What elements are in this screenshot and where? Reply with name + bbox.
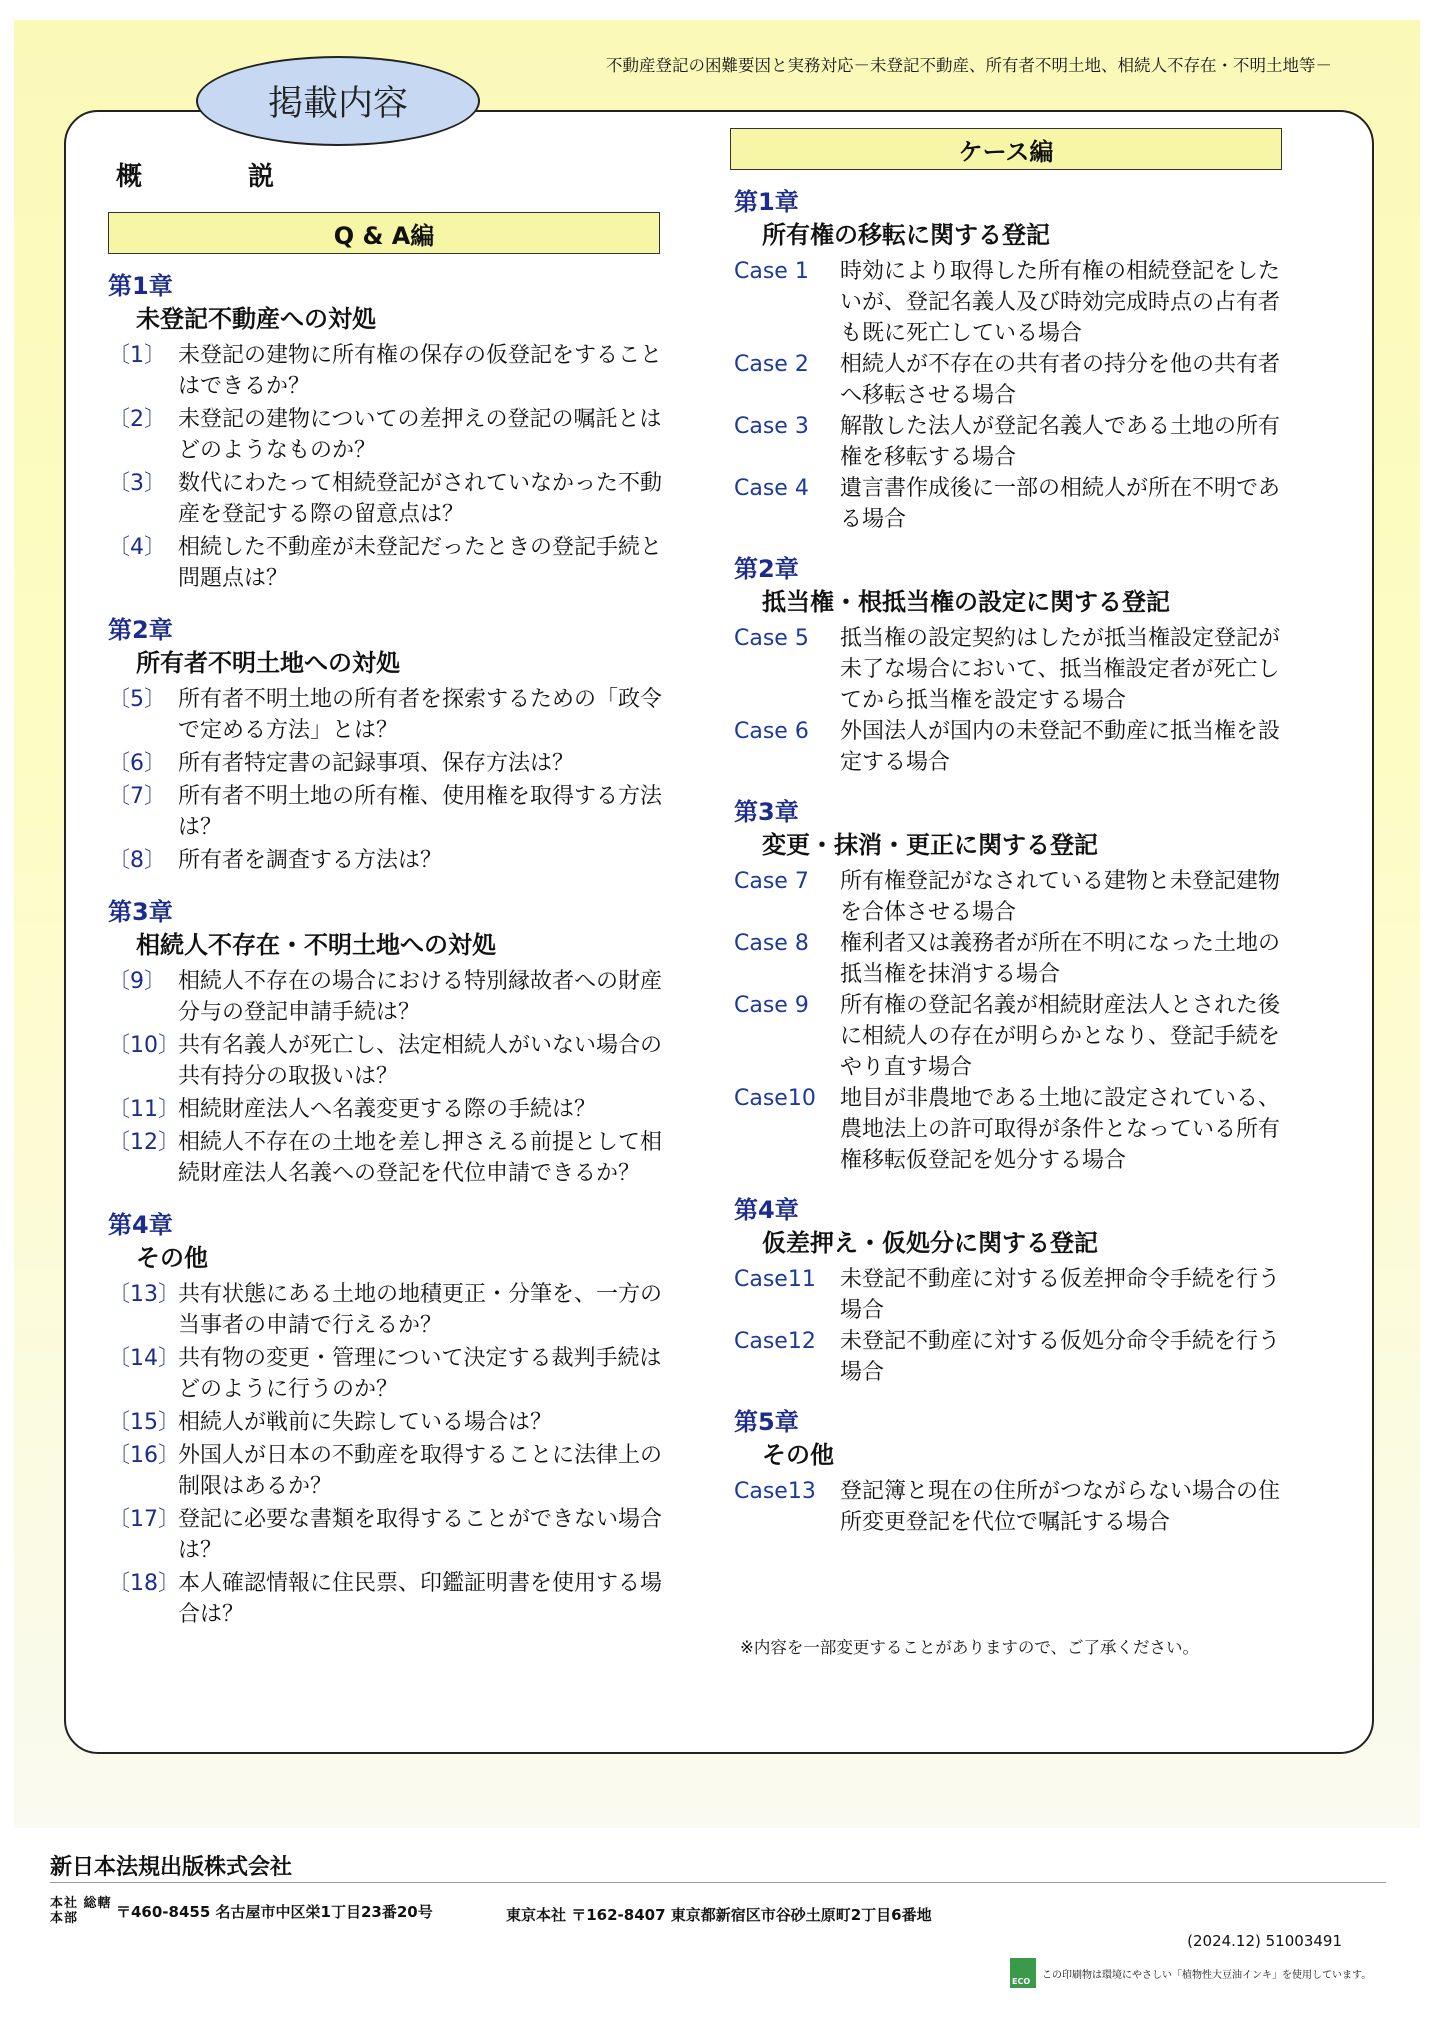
qa-item: [108, 1407, 668, 1438]
case-chapter-2: [734, 553, 1290, 778]
case-section-bar: [730, 128, 1282, 170]
qa-chapter-4: [108, 1209, 668, 1630]
qa-item: [108, 532, 668, 594]
chapter-label: 第2章: [734, 555, 799, 583]
case-chapter-4: [734, 1194, 1290, 1388]
eco-mark-text: ECO: [1012, 1977, 1031, 1986]
qa-item: [108, 966, 668, 1028]
qa-item: [108, 748, 668, 779]
qa-item-number: 〔4〕: [108, 535, 166, 560]
print-code: (2024.12) 51003491: [1187, 1932, 1342, 1950]
case-item: [734, 349, 1290, 411]
case-item: [734, 990, 1290, 1083]
eco-note-text: この印刷物は環境にやさしい「植物性大豆油インキ」を使用しています。: [1042, 1969, 1372, 1981]
qa-item: [108, 340, 668, 402]
publisher-name: 新日本法規出版株式会社: [50, 1855, 293, 1880]
case-text: 所有権の登記名義が相続財産法人とされた後に相続人の存在が明らかとなり、登記手続をやり直す場合: [840, 993, 1281, 1080]
case-item: [734, 1083, 1290, 1176]
qa-item-text: 所有者不明土地の所有者を探索するための「政令で定める方法」とは？: [178, 687, 663, 743]
qa-item: [108, 1440, 668, 1502]
qa-item-text: 本人確認情報に住民票、印鑑証明書を使用する場合は？: [178, 1571, 663, 1627]
qa-item: [108, 781, 668, 843]
case-item: [734, 928, 1290, 990]
chapter-label: 第4章: [108, 1211, 173, 1239]
qa-item-text: 所有者不明土地の所有権、使用権を取得する方法は？: [178, 784, 663, 840]
qa-item: [108, 845, 668, 876]
chapter-title: 所有者不明土地への対処: [136, 649, 400, 677]
case-chapter-1: [734, 186, 1290, 535]
case-text: 抵当権の設定契約はしたが抵当権設定登記が未了な場合において、抵当権設定者が死亡してから抵当権を設定する場合: [840, 626, 1281, 713]
case-number: Case 1: [734, 259, 809, 284]
qa-item-text: 外国人が日本の不動産を取得することに法律上の制限はあるか？: [178, 1443, 663, 1499]
qa-item-number: 〔2〕: [108, 407, 166, 432]
case-text: 地目が非農地である土地に設定されている、農地法上の許可取得が条件となっている所有権移転仮登記を処分する場合: [840, 1086, 1281, 1173]
case-section-heading: ケース編: [958, 137, 1054, 166]
chapter-title: 抵当権・根抵当権の設定に関する登記: [762, 588, 1170, 616]
case-text: 相続人が不存在の共有者の持分を他の共有者へ移転させる場合: [840, 352, 1281, 408]
case-text: 解散した法人が登記名義人である土地の所有権を移転する場合: [840, 414, 1281, 470]
chapter-label: 第1章: [734, 188, 799, 216]
qa-item-number: 〔16〕: [108, 1443, 180, 1468]
qa-item: [108, 1568, 668, 1630]
qa-item: [108, 1343, 668, 1405]
case-item: [734, 411, 1290, 473]
qa-item-number: 〔10〕: [108, 1033, 180, 1058]
chapter-label: 第3章: [108, 898, 173, 926]
chapter-title: 所有権の移転に関する登記: [762, 221, 1050, 249]
qa-item-text: 登記に必要な書類を取得することができない場合は？: [178, 1507, 663, 1563]
qa-item-text: 相続人不存在の土地を差し押さえる前提として相続財産法人名義への登記を代位申請できるか？: [178, 1130, 663, 1186]
case-text: 未登記不動産に対する仮処分命令手続を行う場合: [840, 1329, 1281, 1385]
case-number: Case 5: [734, 626, 809, 651]
qa-item-number: 〔15〕: [108, 1410, 180, 1435]
case-number: Case 7: [734, 869, 809, 894]
qa-item-text: 共有状態にある土地の地積更正・分筆を、一方の当事者の申請で行えるか？: [178, 1282, 663, 1338]
eco-notice: [1010, 1958, 1371, 1988]
qa-item-number: 〔7〕: [108, 784, 166, 809]
qa-item: [108, 1279, 668, 1341]
qa-item-text: 相続人が戦前に失踪している場合は？: [178, 1410, 553, 1435]
qa-item: [108, 1127, 668, 1189]
hq-label: 本社 総轄本部: [50, 1896, 112, 1926]
case-number: Case10: [734, 1086, 816, 1111]
chapter-label: 第4章: [734, 1196, 799, 1224]
case-text: 所有権登記がなされている建物と未登記建物を合体させる場合: [840, 869, 1281, 925]
case-item: [734, 623, 1290, 716]
qa-item-number: 〔3〕: [108, 471, 166, 496]
chapter-title: その他: [762, 1441, 834, 1469]
qa-chapter-2: [108, 614, 668, 876]
qa-item: [108, 404, 668, 466]
case-text: 外国法人が国内の未登記不動産に抵当権を設定する場合: [840, 719, 1281, 775]
qa-item-number: 〔18〕: [108, 1571, 180, 1596]
qa-item-text: 相続財産法人へ名義変更する際の手続は？: [178, 1097, 597, 1122]
qa-item-number: 〔13〕: [108, 1282, 180, 1307]
qa-item-number: 〔1〕: [108, 343, 166, 368]
qa-item-number: 〔6〕: [108, 751, 166, 776]
case-item: [734, 1326, 1290, 1388]
case-text: 遺言書作成後に一部の相続人が所在不明である場合: [840, 476, 1281, 532]
qa-item-number: 〔8〕: [108, 848, 166, 873]
qa-item-number: 〔17〕: [108, 1507, 180, 1532]
case-text: 未登記不動産に対する仮差押命令手続を行う場合: [840, 1267, 1281, 1323]
case-item: [734, 1476, 1290, 1538]
case-text: 登記簿と現在の住所がつながらない場合の住所変更登記を代位で嘱託する場合: [840, 1479, 1281, 1535]
qa-item-text: 数代にわたって相続登記がされていなかった不動産を登記する際の留意点は？: [178, 471, 663, 527]
eco-leaf-icon: [1010, 1958, 1036, 1988]
qa-item-number: 〔12〕: [108, 1130, 180, 1155]
qa-item-text: 所有者を調査する方法は？: [178, 848, 443, 873]
case-column: [734, 186, 1290, 1538]
qa-item-number: 〔9〕: [108, 969, 166, 994]
contents-badge: 掲載内容: [196, 56, 480, 146]
chapter-title: その他: [136, 1244, 208, 1272]
qa-item: [108, 684, 668, 746]
qa-section-bar: [108, 212, 660, 254]
chapter-title: 仮差押え・仮処分に関する登記: [762, 1229, 1098, 1257]
qa-item-text: 未登記の建物に所有権の保存の仮登記をすることはできるか？: [178, 343, 663, 399]
qa-chapter-3: [108, 896, 668, 1189]
overview-label: 概 説: [116, 162, 315, 192]
change-notice: ※内容を一部変更することがありますので、ご了承ください。: [740, 1638, 1199, 1657]
qa-item-text: 所有者特定書の記録事項、保存方法は？: [178, 751, 575, 776]
case-item: [734, 866, 1290, 928]
qa-item-text: 相続した不動産が未登記だったときの登記手続と問題点は？: [178, 535, 663, 591]
case-item: [734, 1264, 1290, 1326]
chapter-label: 第5章: [734, 1408, 799, 1436]
hq-address-block: [50, 1896, 433, 1926]
qa-item-text: 未登記の建物についての差押えの登記の嘱託とはどのようなものか？: [178, 407, 662, 463]
case-item: [734, 473, 1290, 535]
qa-item-number: 〔14〕: [108, 1346, 180, 1371]
case-number: Case 9: [734, 993, 809, 1018]
chapter-title: 相続人不存在・不明土地への対処: [136, 931, 496, 959]
case-number: Case 4: [734, 476, 809, 501]
case-number: Case11: [734, 1267, 816, 1292]
chapter-label: 第2章: [108, 616, 173, 644]
case-text: 時効により取得した所有権の相続登記をしたいが、登記名義人及び時効完成時点の占有者も既に死亡している場合: [840, 259, 1281, 346]
qa-item: [108, 1504, 668, 1566]
chapter-title: 変更・抹消・更正に関する登記: [762, 831, 1098, 859]
header-title: 不動産登記の困難要因と実務対応－未登記不動産、所有者不明土地、相続人不存在・不明土地等－: [606, 56, 1332, 75]
chapter-label: 第3章: [734, 798, 799, 826]
case-number: Case 2: [734, 352, 809, 377]
qa-item-number: 〔11〕: [108, 1097, 180, 1122]
case-text: 権利者又は義務者が所在不明になった土地の抵当権を抹消する場合: [840, 931, 1281, 987]
case-item: [734, 256, 1290, 349]
chapter-label: 第1章: [108, 272, 173, 300]
qa-chapter-1: [108, 270, 668, 594]
chapter-title: 未登記不動産への対処: [136, 305, 376, 333]
qa-item: [108, 1030, 668, 1092]
qa-item-text: 共有物の変更・管理について決定する裁判手続はどのように行うのか？: [178, 1346, 662, 1402]
case-number: Case 8: [734, 931, 809, 956]
case-chapter-3: [734, 796, 1290, 1176]
case-number: Case 6: [734, 719, 809, 744]
qa-item-number: 〔5〕: [108, 687, 166, 712]
case-number: Case 3: [734, 414, 809, 439]
qa-column: [108, 270, 668, 1630]
qa-section-heading: Q & A編: [333, 221, 435, 250]
case-chapter-5: [734, 1406, 1290, 1538]
qa-item-text: 相続人不存在の場合における特別縁故者への財産分与の登記申請手続は？: [178, 969, 663, 1025]
qa-item: [108, 1094, 668, 1125]
footer-divider: [50, 1882, 1386, 1883]
hq-address: 〒460-8455 名古屋市中区栄1丁目23番20号: [116, 1902, 433, 1921]
tokyo-address: 東京本社 〒162-8407 東京都新宿区市谷砂土原町2丁目6番地: [506, 1906, 932, 1924]
case-number: Case12: [734, 1329, 816, 1354]
case-number: Case13: [734, 1479, 816, 1504]
qa-item: [108, 468, 668, 530]
case-item: [734, 716, 1290, 778]
qa-item-text: 共有名義人が死亡し、法定相続人がいない場合の共有持分の取扱いは？: [178, 1033, 663, 1089]
